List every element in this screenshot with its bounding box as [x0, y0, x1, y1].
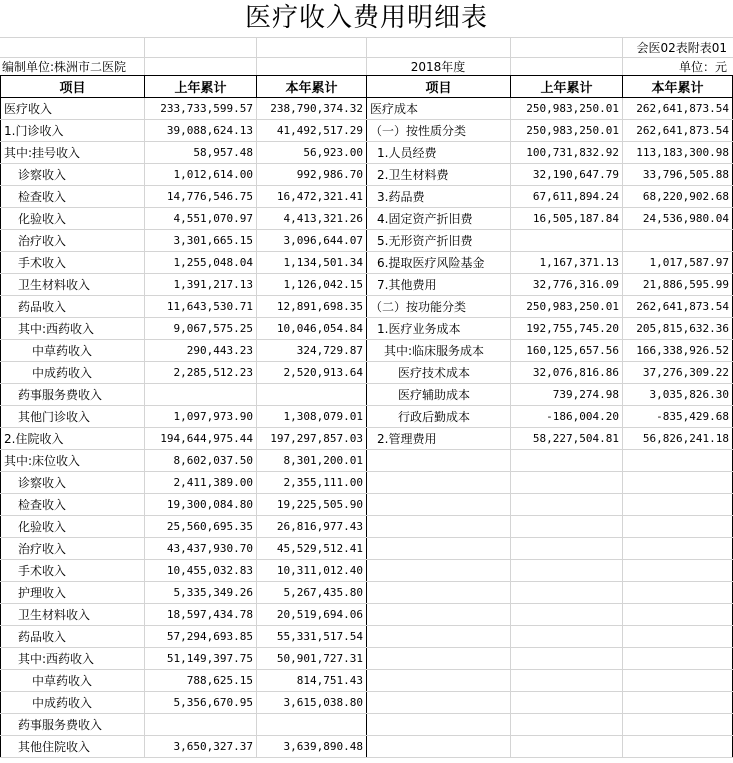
right-item: 其中:临床服务成本 [367, 340, 511, 362]
left-curr-value: 45,529,512.41 [257, 538, 367, 560]
right-curr-value [623, 670, 733, 692]
left-item: 治疗收入 [1, 538, 145, 560]
right-curr-value [623, 714, 733, 736]
table-row [1, 450, 733, 472]
table-row [1, 516, 733, 538]
table-row [1, 296, 733, 318]
right-prev-value: 100,731,832.92 [511, 142, 623, 164]
left-prev-value: 10,455,032.83 [145, 560, 257, 582]
right-prev-value [511, 692, 623, 714]
col-header-prev-left: 上年累计 [145, 76, 257, 98]
table-header-row [1, 76, 733, 98]
table-row [1, 98, 733, 120]
left-curr-value: 992,986.70 [257, 164, 367, 186]
left-prev-value: 2,285,512.23 [145, 362, 257, 384]
right-curr-value [623, 230, 733, 252]
table-row [1, 164, 733, 186]
table-row [1, 626, 733, 648]
left-item: 中草药收入 [1, 670, 145, 692]
left-curr-value: 26,816,977.43 [257, 516, 367, 538]
right-prev-value: 32,190,647.79 [511, 164, 623, 186]
right-prev-value: 250,983,250.01 [511, 98, 623, 120]
right-prev-value [511, 648, 623, 670]
right-item [367, 670, 511, 692]
left-curr-value: 10,046,054.84 [257, 318, 367, 340]
right-curr-value: 166,338,926.52 [623, 340, 733, 362]
right-item: 1.人员经费 [367, 142, 511, 164]
right-item: 7.其他费用 [367, 274, 511, 296]
left-item: 其中:西药收入 [1, 648, 145, 670]
left-item: 诊察收入 [1, 472, 145, 494]
left-item: 药事服务费收入 [1, 384, 145, 406]
right-prev-value: 16,505,187.84 [511, 208, 623, 230]
left-curr-value: 50,901,727.31 [257, 648, 367, 670]
right-item [367, 604, 511, 626]
right-item: （一）按性质分类 [367, 120, 511, 142]
right-item: （二）按功能分类 [367, 296, 511, 318]
table-row [1, 604, 733, 626]
right-prev-value: 192,755,745.20 [511, 318, 623, 340]
left-item: 手术收入 [1, 560, 145, 582]
table-row [1, 340, 733, 362]
table-row [1, 274, 733, 296]
left-prev-value: 57,294,693.85 [145, 626, 257, 648]
right-item [367, 516, 511, 538]
right-curr-value [623, 582, 733, 604]
col-header-item-left: 项目 [1, 76, 145, 98]
left-item: 卫生材料收入 [1, 274, 145, 296]
left-curr-value: 1,134,501.34 [257, 252, 367, 274]
left-item: 诊察收入 [1, 164, 145, 186]
right-curr-value: -835,429.68 [623, 406, 733, 428]
right-item: 医疗辅助成本 [367, 384, 511, 406]
table-row [1, 560, 733, 582]
left-prev-value [145, 384, 257, 406]
table-row [1, 142, 733, 164]
left-curr-value: 8,301,200.01 [257, 450, 367, 472]
table-row [1, 736, 733, 758]
right-prev-value [511, 604, 623, 626]
left-curr-value [257, 384, 367, 406]
right-prev-value [511, 736, 623, 758]
right-prev-value: 739,274.98 [511, 384, 623, 406]
left-item: 其他门诊收入 [1, 406, 145, 428]
right-curr-value: 1,017,587.97 [623, 252, 733, 274]
right-curr-value [623, 516, 733, 538]
right-prev-value: 1,167,371.13 [511, 252, 623, 274]
table-row [1, 494, 733, 516]
right-prev-value: 160,125,657.56 [511, 340, 623, 362]
right-item [367, 582, 511, 604]
right-prev-value [511, 516, 623, 538]
grid-line [622, 37, 623, 75]
left-item: 中成药收入 [1, 362, 145, 384]
right-prev-value: 67,611,894.24 [511, 186, 623, 208]
right-prev-value: 250,983,250.01 [511, 120, 623, 142]
left-item: 卫生材料收入 [1, 604, 145, 626]
right-prev-value [511, 494, 623, 516]
left-item: 化验收入 [1, 208, 145, 230]
right-prev-value [511, 450, 623, 472]
right-item [367, 736, 511, 758]
right-item: 行政后勤成本 [367, 406, 511, 428]
left-item: 检查收入 [1, 186, 145, 208]
right-prev-value [511, 230, 623, 252]
grid-line [144, 37, 145, 75]
right-item: 6.提取医疗风险基金 [367, 252, 511, 274]
right-curr-value [623, 604, 733, 626]
right-item [367, 560, 511, 582]
table-row [1, 208, 733, 230]
right-item: 2.管理费用 [367, 428, 511, 450]
right-curr-value: 3,035,826.30 [623, 384, 733, 406]
right-item: 4.固定资产折旧费 [367, 208, 511, 230]
grid-line [510, 37, 511, 75]
left-curr-value: 2,520,913.64 [257, 362, 367, 384]
left-curr-value: 5,267,435.80 [257, 582, 367, 604]
left-item: 护理收入 [1, 582, 145, 604]
right-prev-value [511, 538, 623, 560]
right-curr-value: 68,220,902.68 [623, 186, 733, 208]
left-item: 检查收入 [1, 494, 145, 516]
left-item: 1.门诊收入 [1, 120, 145, 142]
right-curr-value [623, 560, 733, 582]
right-item: 3.药品费 [367, 186, 511, 208]
left-prev-value: 25,560,695.35 [145, 516, 257, 538]
org-label: 编制单位:株洲市二医院 [2, 60, 127, 74]
expense-table [0, 75, 733, 758]
right-curr-value [623, 648, 733, 670]
left-item: 2.住院收入 [1, 428, 145, 450]
left-curr-value: 3,096,644.07 [257, 230, 367, 252]
left-prev-value: 4,551,070.97 [145, 208, 257, 230]
right-prev-value [511, 670, 623, 692]
table-row [1, 362, 733, 384]
grid-line [256, 37, 257, 75]
table-row [1, 472, 733, 494]
left-item: 其他住院收入 [1, 736, 145, 758]
right-item [367, 494, 511, 516]
right-curr-value: 205,815,632.36 [623, 318, 733, 340]
form-code: 会医02表附表01 [636, 41, 727, 55]
right-prev-value: 58,227,504.81 [511, 428, 623, 450]
left-prev-value: 43,437,930.70 [145, 538, 257, 560]
right-prev-value: 32,076,816.86 [511, 362, 623, 384]
right-curr-value: 33,796,505.88 [623, 164, 733, 186]
left-prev-value: 5,356,670.95 [145, 692, 257, 714]
left-curr-value: 4,413,321.26 [257, 208, 367, 230]
right-item: 2.卫生材料费 [367, 164, 511, 186]
report-title: 医疗收入费用明细表 [244, 3, 488, 33]
left-item: 其中:床位收入 [1, 450, 145, 472]
col-header-item-right: 项目 [367, 76, 511, 98]
left-curr-value: 56,923.00 [257, 142, 367, 164]
right-item [367, 450, 511, 472]
table-row [1, 648, 733, 670]
right-prev-value: -186,004.20 [511, 406, 623, 428]
right-item [367, 538, 511, 560]
left-curr-value: 1,126,042.15 [257, 274, 367, 296]
left-curr-value: 3,615,038.80 [257, 692, 367, 714]
right-item [367, 714, 511, 736]
right-curr-value [623, 736, 733, 758]
table-row [1, 186, 733, 208]
right-curr-value: 24,536,980.04 [623, 208, 733, 230]
right-curr-value: 262,641,873.54 [623, 120, 733, 142]
left-curr-value [257, 714, 367, 736]
left-prev-value: 1,012,614.00 [145, 164, 257, 186]
table-row [1, 120, 733, 142]
table-row [1, 406, 733, 428]
right-item: 医疗成本 [367, 98, 511, 120]
left-prev-value: 14,776,546.75 [145, 186, 257, 208]
right-curr-value [623, 538, 733, 560]
right-prev-value [511, 626, 623, 648]
table-row [1, 428, 733, 450]
left-curr-value: 12,891,698.35 [257, 296, 367, 318]
left-item: 手术收入 [1, 252, 145, 274]
left-item: 药品收入 [1, 296, 145, 318]
right-curr-value: 21,886,595.99 [623, 274, 733, 296]
left-prev-value: 8,602,037.50 [145, 450, 257, 472]
right-curr-value [623, 494, 733, 516]
left-item: 治疗收入 [1, 230, 145, 252]
right-item [367, 626, 511, 648]
left-prev-value: 11,643,530.71 [145, 296, 257, 318]
right-prev-value [511, 560, 623, 582]
left-curr-value: 55,331,517.54 [257, 626, 367, 648]
left-curr-value: 238,790,374.32 [257, 98, 367, 120]
left-prev-value: 1,255,048.04 [145, 252, 257, 274]
col-header-curr-left: 本年累计 [257, 76, 367, 98]
right-curr-value: 37,276,309.22 [623, 362, 733, 384]
table-row [1, 230, 733, 252]
left-prev-value: 51,149,397.75 [145, 648, 257, 670]
left-prev-value: 18,597,434.78 [145, 604, 257, 626]
table-row [1, 582, 733, 604]
right-curr-value: 262,641,873.54 [623, 296, 733, 318]
left-curr-value: 197,297,857.03 [257, 428, 367, 450]
left-curr-value: 2,355,111.00 [257, 472, 367, 494]
left-prev-value [145, 714, 257, 736]
report-year: 2018年度 [410, 60, 466, 74]
right-curr-value [623, 472, 733, 494]
left-item: 中成药收入 [1, 692, 145, 714]
left-item: 药事服务费收入 [1, 714, 145, 736]
left-prev-value: 3,301,665.15 [145, 230, 257, 252]
left-item: 其中:西药收入 [1, 318, 145, 340]
right-curr-value [623, 692, 733, 714]
left-curr-value: 20,519,694.06 [257, 604, 367, 626]
left-item: 医疗收入 [1, 98, 145, 120]
right-item [367, 648, 511, 670]
left-prev-value: 233,733,599.57 [145, 98, 257, 120]
table-row [1, 538, 733, 560]
unit-label: 单位：元 [678, 60, 727, 74]
table-row [1, 318, 733, 340]
table-row [1, 692, 733, 714]
left-item: 化验收入 [1, 516, 145, 538]
right-item: 1.医疗业务成本 [367, 318, 511, 340]
left-prev-value: 1,097,973.90 [145, 406, 257, 428]
left-curr-value: 16,472,321.41 [257, 186, 367, 208]
right-prev-value [511, 714, 623, 736]
col-header-prev-right: 上年累计 [511, 76, 623, 98]
right-curr-value [623, 626, 733, 648]
left-item: 其中:挂号收入 [1, 142, 145, 164]
left-prev-value: 2,411,389.00 [145, 472, 257, 494]
right-prev-value [511, 472, 623, 494]
table-row [1, 714, 733, 736]
left-curr-value: 814,751.43 [257, 670, 367, 692]
left-curr-value: 1,308,079.01 [257, 406, 367, 428]
table-row [1, 670, 733, 692]
left-curr-value: 19,225,505.90 [257, 494, 367, 516]
right-item [367, 692, 511, 714]
left-prev-value: 788,625.15 [145, 670, 257, 692]
right-curr-value: 56,826,241.18 [623, 428, 733, 450]
left-curr-value: 41,492,517.29 [257, 120, 367, 142]
right-item [367, 472, 511, 494]
table-row [1, 252, 733, 274]
col-header-curr-right: 本年累计 [623, 76, 733, 98]
left-item: 中草药收入 [1, 340, 145, 362]
right-curr-value: 262,641,873.54 [623, 98, 733, 120]
left-prev-value: 58,957.48 [145, 142, 257, 164]
left-curr-value: 10,311,012.40 [257, 560, 367, 582]
right-prev-value: 32,776,316.09 [511, 274, 623, 296]
left-curr-value: 3,639,890.48 [257, 736, 367, 758]
right-curr-value: 113,183,300.98 [623, 142, 733, 164]
left-prev-value: 290,443.23 [145, 340, 257, 362]
left-prev-value: 9,067,575.25 [145, 318, 257, 340]
right-item: 5.无形资产折旧费 [367, 230, 511, 252]
left-prev-value: 5,335,349.26 [145, 582, 257, 604]
right-prev-value [511, 582, 623, 604]
left-prev-value: 3,650,327.37 [145, 736, 257, 758]
right-prev-value: 250,983,250.01 [511, 296, 623, 318]
left-prev-value: 194,644,975.44 [145, 428, 257, 450]
left-item: 药品收入 [1, 626, 145, 648]
table-row [1, 384, 733, 406]
left-prev-value: 39,088,624.13 [145, 120, 257, 142]
left-prev-value: 19,300,084.80 [145, 494, 257, 516]
left-prev-value: 1,391,217.13 [145, 274, 257, 296]
right-item: 医疗技术成本 [367, 362, 511, 384]
left-curr-value: 324,729.87 [257, 340, 367, 362]
right-curr-value [623, 450, 733, 472]
